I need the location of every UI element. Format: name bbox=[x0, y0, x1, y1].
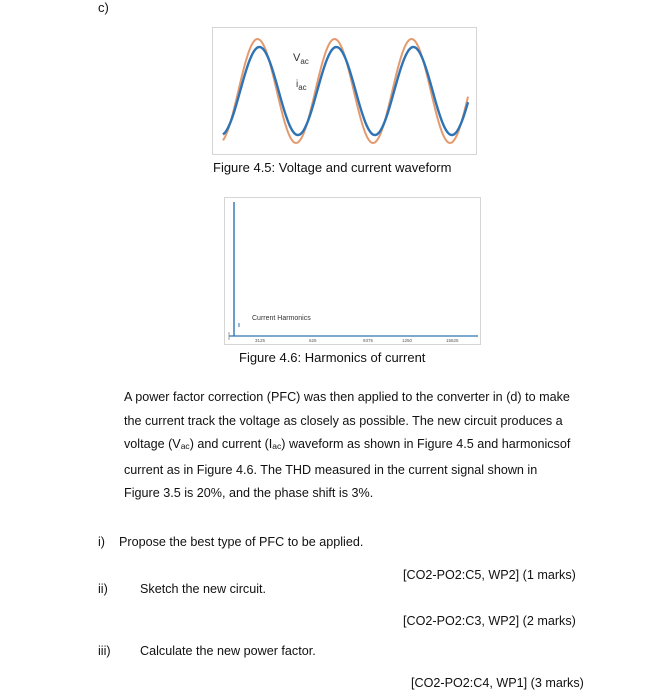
question-marks: [CO2-PO2:C3, WP2] (2 marks) bbox=[403, 614, 576, 628]
paragraph-line: the current track the voltage as closely as possible. The new circuit produces a bbox=[124, 413, 563, 428]
problem-paragraph bbox=[124, 386, 594, 506]
voltage-label: $V_{ac}$ bbox=[293, 52, 309, 66]
question-marks: [CO2-PO2:C5, WP2] (1 marks) bbox=[403, 568, 576, 582]
tick-label: 1250 bbox=[402, 338, 413, 343]
question-text: Propose the best type of PFC to be applied. bbox=[119, 535, 364, 549]
harmonics-plot bbox=[225, 198, 480, 344]
paragraph-line: voltage (Vac) and current (Iac) waveform as shown in Figure 4.5 and harmonicsof bbox=[124, 437, 571, 452]
figure-4-5-caption: Figure 4.5: Voltage and current waveform bbox=[213, 160, 452, 175]
question-text: Calculate the new power factor. bbox=[140, 644, 316, 658]
question-marks: [CO2-PO2:C4, WP1] (3 marks) bbox=[411, 676, 584, 690]
paragraph-line: A power factor correction (PFC) was then applied to the converter in (d) to make bbox=[124, 390, 570, 404]
question-number: ii) bbox=[98, 582, 108, 596]
tick-labels bbox=[255, 338, 459, 343]
legend-label: Current Harmonics bbox=[252, 315, 311, 322]
tick-label: 3125 bbox=[255, 338, 266, 343]
tick-label: 15625 bbox=[446, 338, 459, 343]
tick-label: 625 bbox=[309, 338, 317, 343]
waveform-plot bbox=[213, 28, 476, 154]
paragraph-line: current as in Figure 4.6. The THD measured in the current signal shown in bbox=[124, 462, 538, 477]
current-label: $i_{ac}$ bbox=[296, 79, 307, 92]
waveform-figure bbox=[212, 27, 477, 155]
tick-label: 9375 bbox=[363, 338, 374, 343]
question-text: Sketch the new circuit. bbox=[140, 582, 266, 596]
figure-4-6-caption: Figure 4.6: Harmonics of current bbox=[239, 350, 426, 365]
question-number: iii) bbox=[98, 644, 111, 658]
harmonics-figure bbox=[224, 197, 481, 345]
voltage-waveform bbox=[223, 39, 468, 143]
section-label: c) bbox=[98, 0, 109, 15]
question-number: i) bbox=[98, 535, 105, 549]
paragraph-line: Figure 3.5 is 20%, and the phase shift is 3%. bbox=[124, 486, 374, 501]
